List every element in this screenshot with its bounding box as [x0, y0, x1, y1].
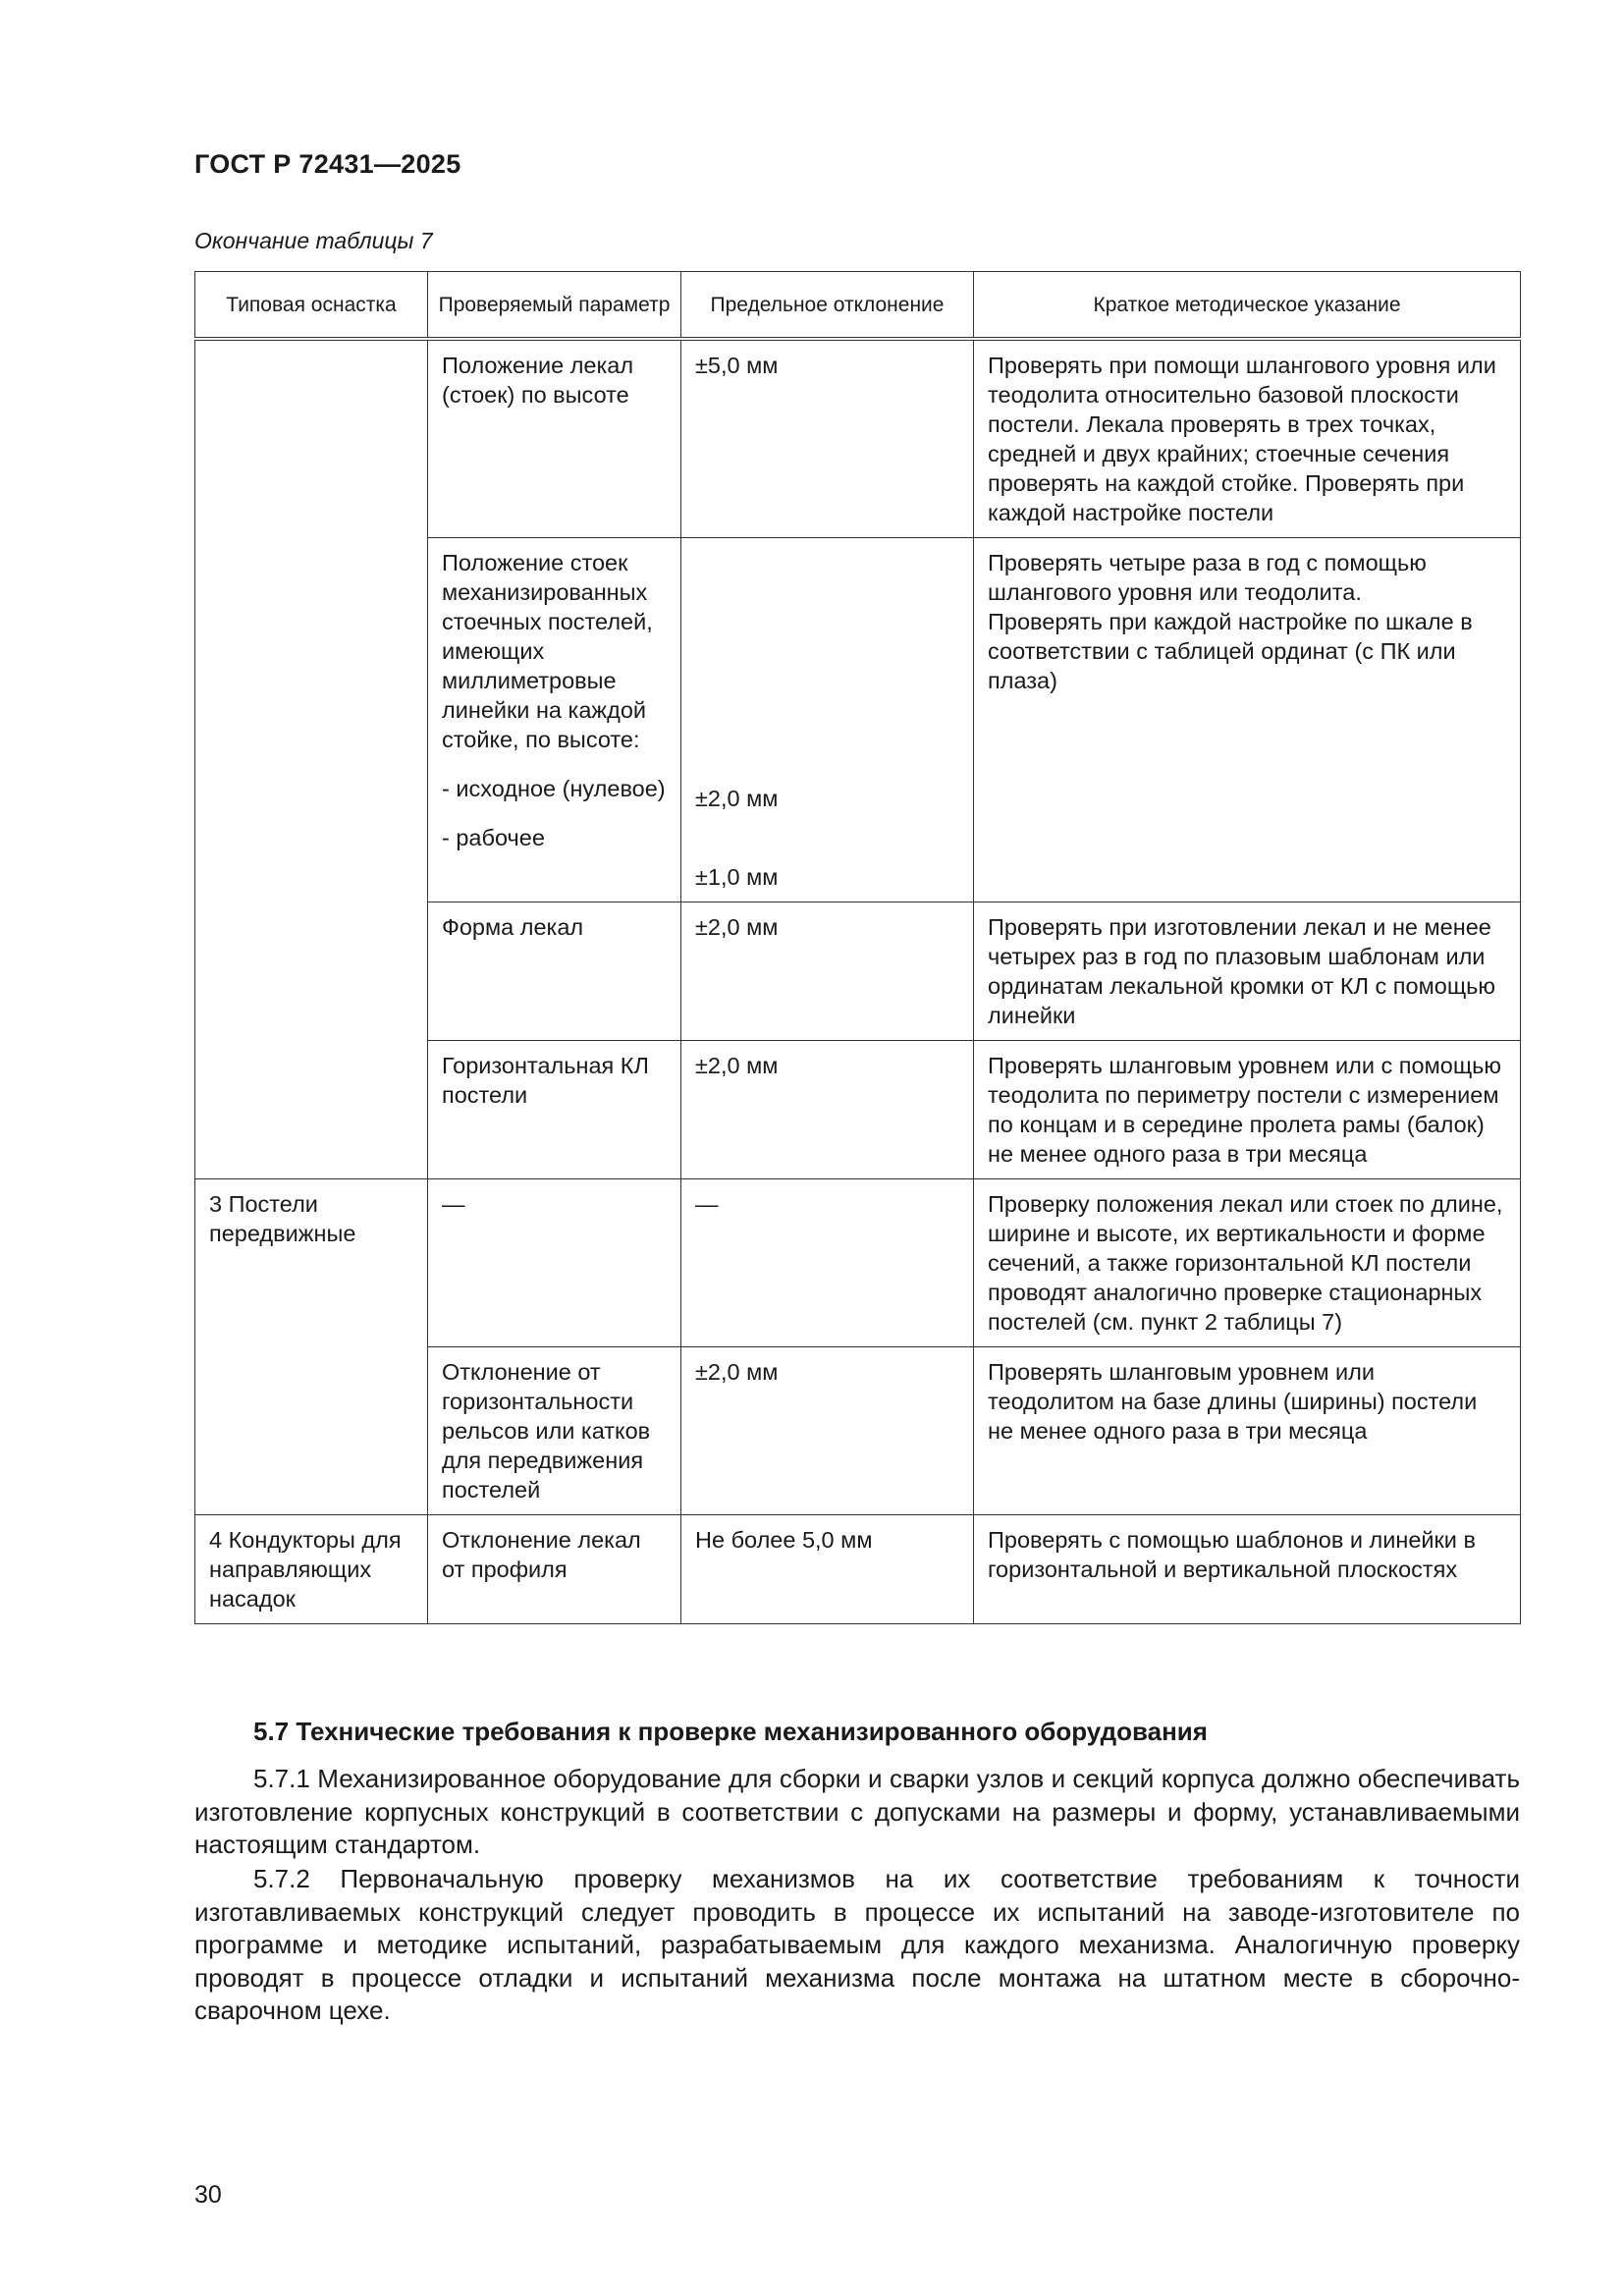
parameter-cell: [428, 538, 681, 902]
paragraph-5-7-2: 5.7.2 Первоначальную проверку механизмов на их соответствие требованиям к точности изготавливаемых конструкций следует проводить в процессе их испытаний на заводе-изготовителе по программе и методике испытаний, разрабатываемым для каждого механизма. Аналогичную проверку проводят в процессе отладки и испытаний механизма после монтажа на штатном месте в сборочно-сварочном цехе.: [194, 1864, 1520, 2025]
tolerance-subitem: ±1,0 мм: [695, 864, 779, 890]
column-header-parameter: Проверяемый параметр: [428, 272, 681, 340]
equipment-cell: 3 Постели передвижные: [195, 1179, 428, 1515]
table-caption: Окончание таблицы 7: [194, 228, 433, 253]
method-text: Проверять при каждой настройке по шкале в соответствии с таблицей ординат (с ПК или плаза): [988, 609, 1473, 693]
parameter-text: Положение стоек механизированных стоечных постелей, имеющих миллиметровые линейки на каждой стойке, по высоте:: [442, 550, 653, 752]
method-cell: Проверять с помощью шаблонов и линейки в горизонтальной и вертикальной плоскостях: [974, 1515, 1521, 1624]
tolerance-cell: ±2,0 мм: [681, 1041, 974, 1179]
tolerance-subitem: ±2,0 мм: [695, 786, 779, 811]
method-cell: Проверку положения лекал или стоек по длине, ширине и высоте, их вертикальности и форме сечений, а также горизонтальной КЛ постели проводят аналогично проверке стационарных постелей (см. пункт 2 таблицы 7): [974, 1179, 1521, 1347]
parameter-cell: Положение лекал (стоек) по высоте: [428, 339, 681, 538]
parameter-cell: Отклонение от горизонтальности рельсов или катков для передвижения постелей: [428, 1347, 681, 1515]
column-header-equipment: Типовая оснастка: [195, 272, 428, 340]
parameter-subitem: - исходное (нулевое): [442, 776, 666, 801]
tolerance-spacer: [695, 548, 959, 784]
method-cell: [974, 538, 1521, 902]
parameter-cell: —: [428, 1179, 681, 1347]
document-header: ГОСТ Р 72431—2025: [194, 149, 461, 179]
table-row: [195, 1179, 1521, 1347]
parameter-cell: Форма лекал: [428, 902, 681, 1041]
tolerance-table: [194, 271, 1521, 1624]
tolerance-cell: ±5,0 мм: [681, 339, 974, 538]
table-header-row: [195, 272, 1521, 340]
section-heading: 5.7 Технические требования к проверке механизированного оборудования: [253, 1717, 1208, 1746]
parameter-cell: Горизонтальная КЛ постели: [428, 1041, 681, 1179]
parameter-subitem: - рабочее: [442, 825, 545, 850]
tolerance-cell: ±2,0 мм: [681, 1347, 974, 1515]
equipment-cell-empty: [195, 339, 428, 1179]
method-cell: Проверять шланговым уровнем или теодолитом на базе длины (ширины) постели не менее одного раза в три месяца: [974, 1347, 1521, 1515]
parameter-cell: Отклонение лекал от профиля: [428, 1515, 681, 1624]
page-number: 30: [194, 2181, 222, 2209]
column-header-tolerance: Предельное отклонение: [681, 272, 974, 340]
method-cell: Проверять шланговым уровнем или с помощью теодолита по периметру постели с измерением по концам и в середине пролета рамы (балок) не менее одного раза в три месяца: [974, 1041, 1521, 1179]
tolerance-cell: [681, 538, 974, 902]
table-row: [195, 339, 1521, 538]
tolerance-cell: —: [681, 1179, 974, 1347]
method-text: Проверять четыре раза в год с помощью шлангового уровня или теодолита.: [988, 550, 1427, 605]
equipment-cell: 4 Кондукторы для направляющих насадок: [195, 1515, 428, 1624]
tolerance-cell: ±2,0 мм: [681, 902, 974, 1041]
paragraph-5-7-1: 5.7.1 Механизированное оборудование для сборки и сварки узлов и секций корпуса должно обеспечивать изготовление корпусных конструкций в соответствии с допусками на размеры и форму, устанавливаемыми настоящим стандартом.: [194, 1764, 1520, 1859]
method-cell: Проверять при изготовлении лекал и не менее четырех раз в год по плазовым шаблонам или ординатам лекальной кромки от КЛ с помощью линейки: [974, 902, 1521, 1041]
column-header-method: Краткое методическое указание: [974, 272, 1521, 340]
method-cell: Проверять при помощи шлангового уровня или теодолита относительно базовой плоскости постели. Лекала проверять в трех точках, средней и двух крайних; стоечные сечения проверять на каждой стойке. Проверять при каждой настройке постели: [974, 339, 1521, 538]
tolerance-cell: Не более 5,0 мм: [681, 1515, 974, 1624]
table-row: [195, 1515, 1521, 1624]
